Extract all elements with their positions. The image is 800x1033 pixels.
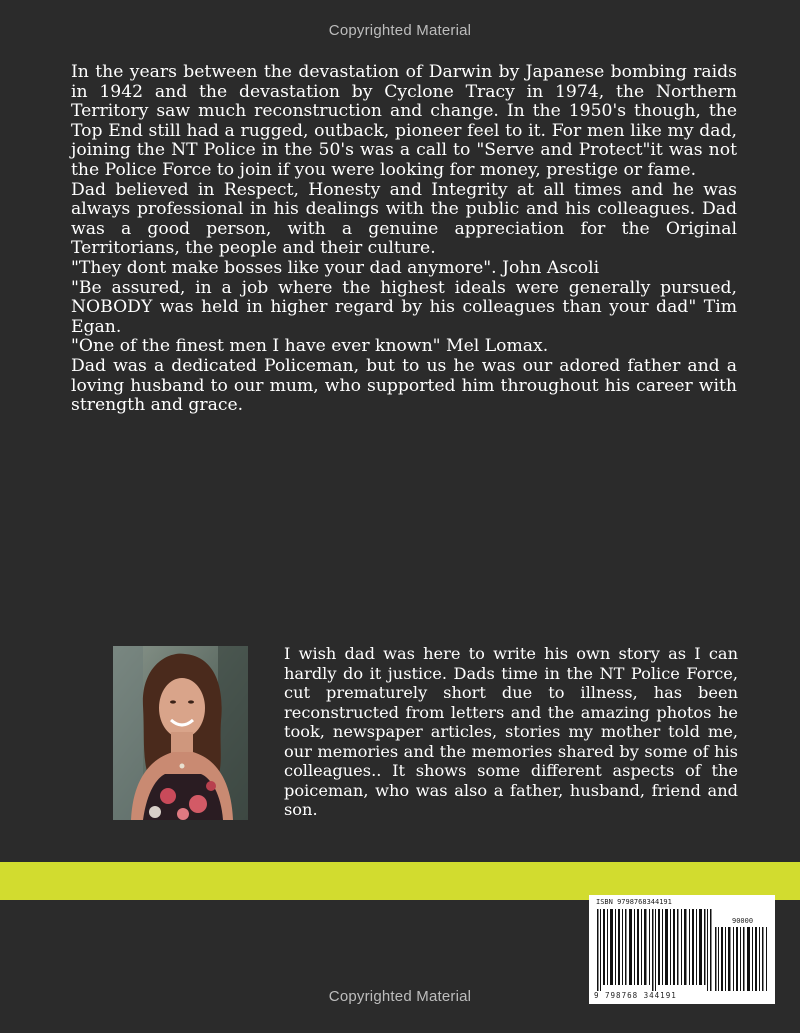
back-cover-text xyxy=(71,63,737,416)
quote-ascoli: "They dont make bosses like your dad anymore". John Ascoli xyxy=(71,257,600,278)
isbn-label: ISBN 9798768344191 xyxy=(596,898,672,906)
author-bio: I wish dad was here to write his own story as I can hardly do it justice. Dads time in the NT Police Force, cut prematurely short due to illness, has been reconstructed from letters and the amazing photos he took, newspaper articles, stories my mother told me, our memories and the memories shared by some of his colleagues.. It shows some different aspects of the poiceman, who was also a father, husband, friend and son. xyxy=(284,644,738,819)
watermark-bottom: Copyrighted Material xyxy=(328,988,472,1005)
paragraph-values: Dad believed in Respect, Honesty and Integrity at all times and he was always professional in his dealings with the public and his colleagues. Dad was a good person, with a genuine appreciation for the Original Territorians, the people and their culture. xyxy=(71,179,737,259)
watermark-top: Copyrighted Material xyxy=(328,22,472,39)
paragraph-closing: Dad was a dedicated Policeman, but to us he was our adored father and a loving husband to our mum, who supported him throughout his career with strength and grace. xyxy=(71,355,737,416)
quote-lomax: "One of the finest men I have ever known" Mel Lomax. xyxy=(71,336,549,357)
barcode-digits: 9 798768 344191 xyxy=(594,991,677,1000)
price-code: 90000 xyxy=(732,917,754,925)
author-photo xyxy=(113,646,248,820)
quote-egan: "Be assured, in a job where the highest ideals were generally pursued, NOBODY was held in higher regard by his colleagues than your dad" Tim Egan. xyxy=(71,277,737,337)
paragraph-history: In the years between the devastation of Darwin by Japanese bombing raids in 1942 and the devastation by Cyclone Tracy in 1974, the Northern Territory saw much reconstruction and change. In the 1950's though, the Top End still had a rugged, outback, pioneer feel to it. For men like my dad, joining the NT Police in the 50's was a call to "Serve and Protect"it was not the Police Force to join if you were looking for money, prestige or fame. xyxy=(71,62,737,180)
